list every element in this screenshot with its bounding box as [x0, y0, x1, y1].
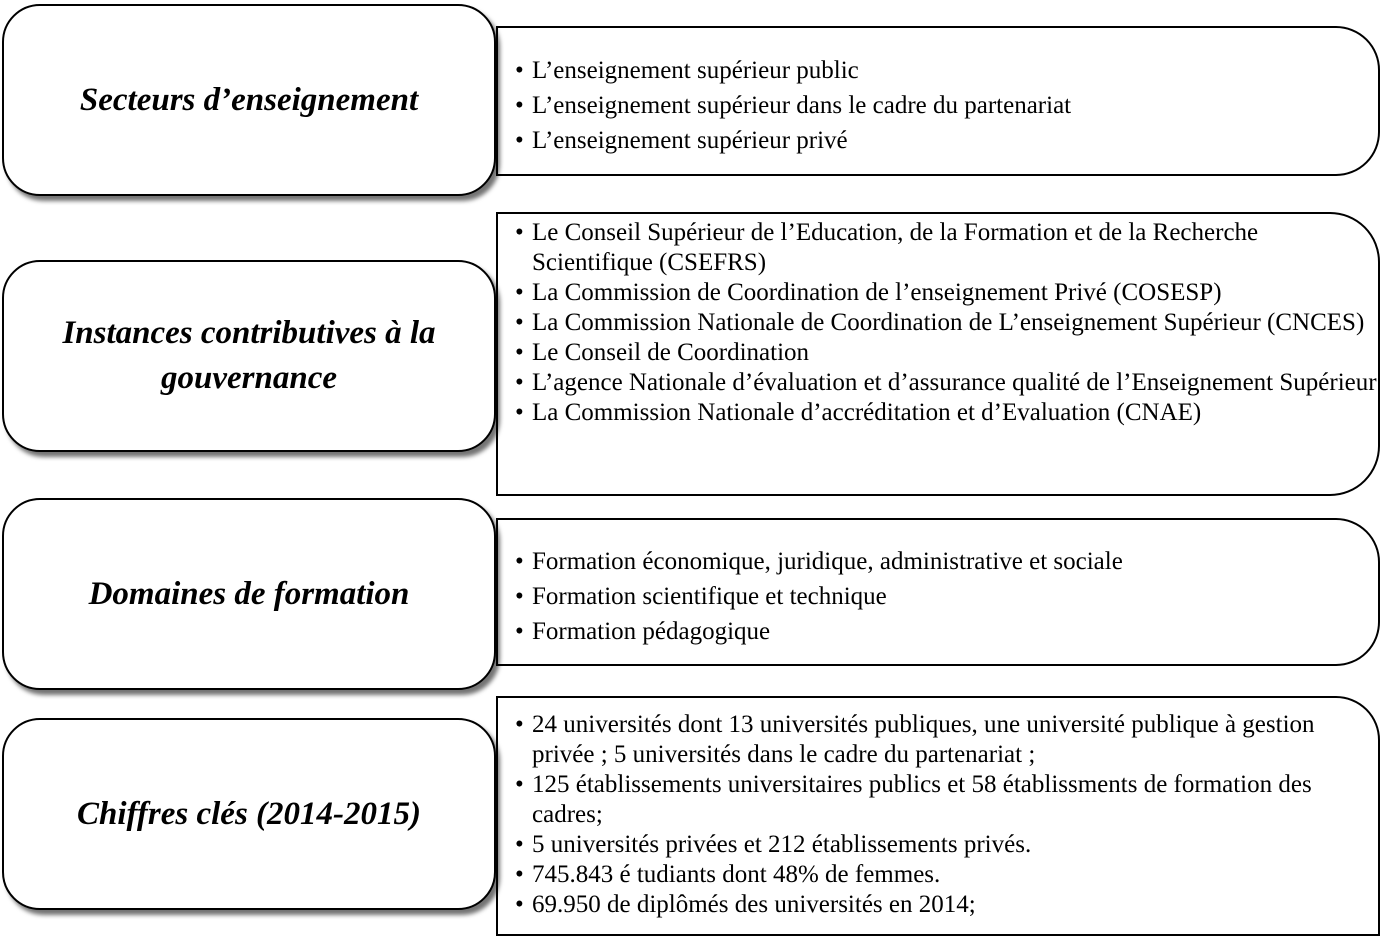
list-item: • 125 établissements universitaires publics et 58 établissments de formation des cadres; — [498, 770, 1378, 830]
domaines-label: Domaines de formation — [88, 575, 410, 612]
instances-list — [498, 218, 1378, 428]
chiffres-content-box — [496, 696, 1380, 936]
secteurs-list — [498, 53, 1378, 158]
list-item: • L’agence Nationale d’évaluation et d’assurance qualité de l’Enseignement Supérieur — [498, 368, 1378, 398]
instances-label: Instances contributives à la gouvernance — [62, 315, 436, 396]
instances-content-box — [496, 212, 1380, 496]
list-item: • L’enseignement supérieur public — [498, 53, 1378, 88]
list-item: • 745.843 é tudiants dont 48% de femmes. — [498, 860, 1378, 890]
chiffres-label-box — [2, 718, 496, 910]
list-item: • Le Conseil Supérieur de l’Education, de la Formation et de la Recherche Scientifique (CSEFRS) — [498, 218, 1378, 278]
list-item: • 24 universités dont 13 universités publiques, une université publique à gestion privée ; 5 universités dans le cadre du partenariat ; — [498, 710, 1378, 770]
chiffres-label: Chiffres clés (2014-2015) — [76, 795, 422, 832]
secteurs-label-box — [2, 4, 496, 196]
domaines-list — [498, 544, 1378, 649]
list-item: • La Commission Nationale d’accréditation et d’Evaluation (CNAE) — [498, 398, 1378, 428]
list-item: • 69.950 de diplômés des universités en 2014; — [498, 890, 1378, 920]
list-item: • La Commission de Coordination de l’enseignement Privé (COSESP) — [498, 278, 1378, 308]
list-item: • Formation scientifique et technique — [498, 579, 1378, 614]
list-item: • 5 universités privées et 212 établissements privés. — [498, 830, 1378, 860]
domaines-content-box — [496, 518, 1380, 666]
list-item: • L’enseignement supérieur dans le cadre du partenariat — [498, 88, 1378, 123]
domaines-label-box — [2, 498, 496, 690]
list-item: • Formation pédagogique — [498, 614, 1378, 649]
chiffres-list — [498, 710, 1378, 920]
list-item: • Formation économique, juridique, administrative et sociale — [498, 544, 1378, 579]
instances-label-box — [2, 260, 496, 452]
secteurs-label: Secteurs d’enseignement — [79, 81, 419, 118]
list-item: • La Commission Nationale de Coordination de L’enseignement Supérieur (CNCES) — [498, 308, 1378, 338]
list-item: • Le Conseil de Coordination — [498, 338, 1378, 368]
list-item: • L’enseignement supérieur privé — [498, 123, 1378, 158]
secteurs-content-box — [496, 26, 1380, 176]
